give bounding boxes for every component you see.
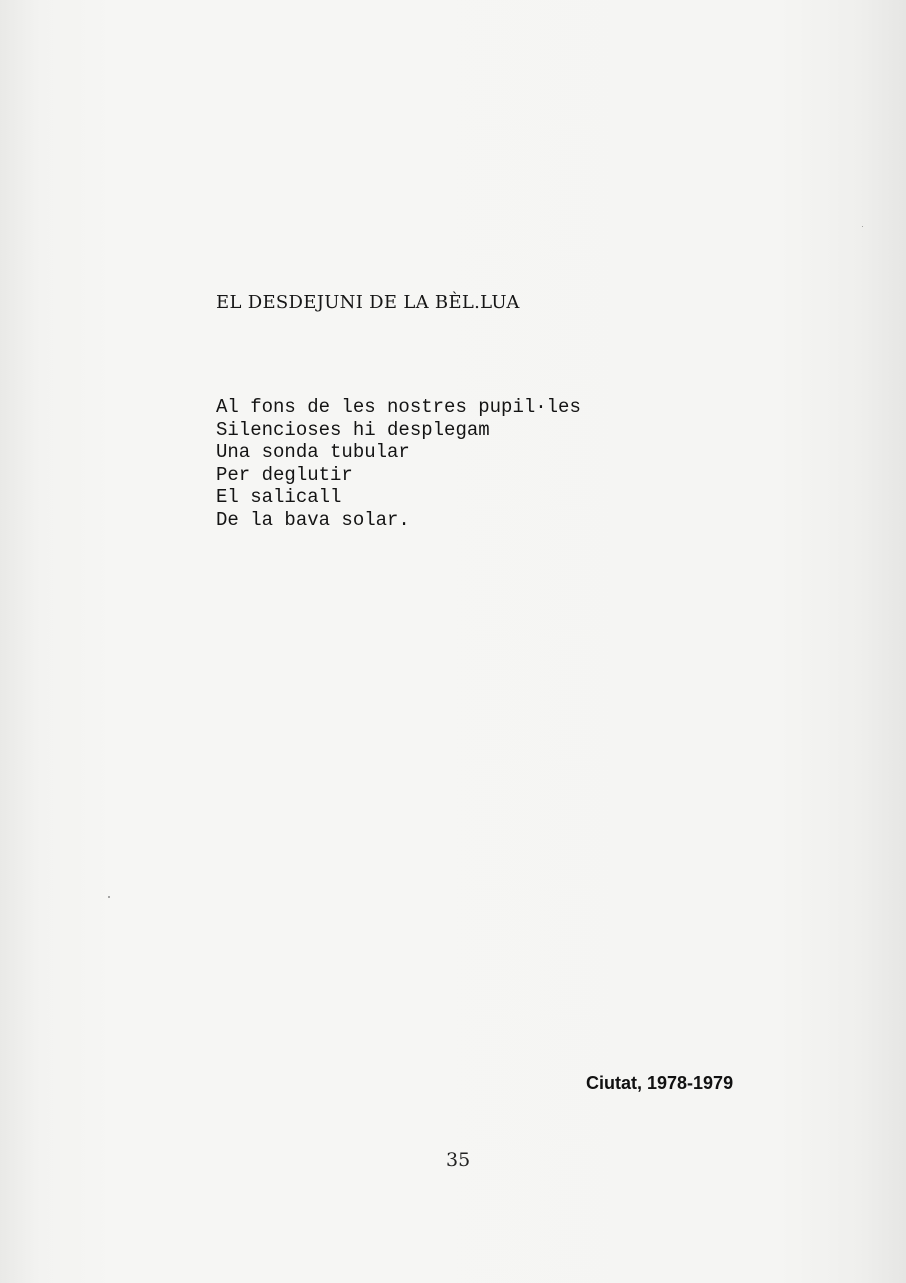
poem-line: El salicall xyxy=(216,486,342,508)
poem-line: Per deglutir xyxy=(216,463,353,486)
paper-speck xyxy=(862,226,863,227)
poem-line: Silencioses hi desplegam xyxy=(216,418,490,441)
poem-line: Al fons de les nostres pupil·les xyxy=(216,396,581,418)
poem-line: De la bava solar. xyxy=(216,508,410,531)
paper-speck xyxy=(108,896,110,898)
poem-line: Una sonda tubular xyxy=(216,441,410,463)
poem-body xyxy=(216,396,581,531)
poem-title: EL DESDEJUNI DE LA BÈL.LUA xyxy=(216,292,520,313)
poem-place-date: Ciutat, 1978-1979 xyxy=(586,1073,734,1093)
page-number: 35 xyxy=(446,1149,471,1171)
